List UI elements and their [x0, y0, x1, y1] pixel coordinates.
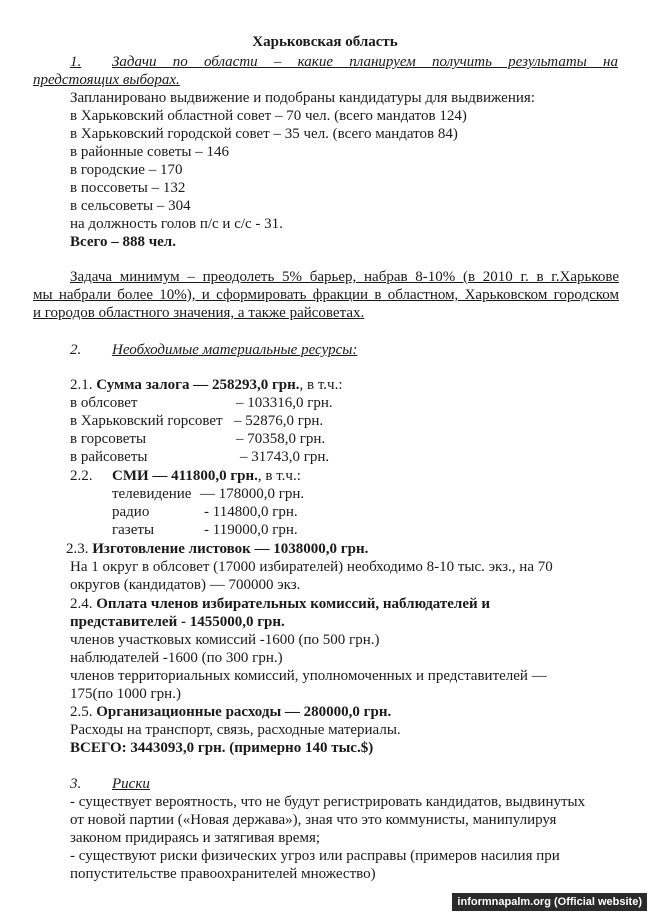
deposit-title: Сумма залога — 258293,0 грн.: [96, 377, 300, 393]
payment-line: членов территориальных комиссий, уполномоченных и представителей —: [70, 668, 547, 684]
section1-number: 1.: [70, 54, 82, 70]
risk-line: законом придираясь и затягивая время;: [70, 830, 321, 846]
deposit-row-value: – 52876,0 грн.: [234, 413, 324, 429]
grand-total: ВСЕГО: 3443093,0 грн. (примерно 140 тыс.$): [70, 740, 374, 756]
deposit-suffix: , в т.ч.:: [299, 377, 343, 393]
payment-line: наблюдателей -1600 (по 300 грн.): [70, 650, 283, 666]
risk-line: - существуют риски физических угроз или расправы (примеров насилия при: [70, 848, 560, 864]
org-heading: [70, 703, 391, 721]
media-row-value: — 178000,0 грн.: [200, 486, 305, 502]
payment-heading: [70, 595, 490, 613]
list-item: в районные советы – 146: [70, 144, 230, 160]
list-item: в городские – 170: [70, 162, 183, 178]
leaflets-number: 2.3.: [66, 541, 89, 557]
media-number: 2.2.: [70, 468, 93, 484]
payment-title: Оплата членов избирательных комиссий, наблюдателей и: [96, 596, 491, 612]
section3-number: 3.: [70, 776, 82, 792]
deposit-row-value: – 31743,0 грн.: [240, 449, 330, 465]
list-item: в Харьковский городской совет – 35 чел. (всего мандатов 84): [70, 126, 458, 142]
org-text: Расходы на транспорт, связь, расходные материалы.: [70, 722, 401, 738]
deposit-row-label: в райсоветы: [70, 449, 148, 465]
media-heading: [112, 467, 301, 485]
deposit-row-value: – 103316,0 грн.: [236, 395, 333, 411]
section2-number: 2.: [70, 342, 82, 358]
media-row-label: телевидение: [112, 486, 192, 502]
media-suffix: , в т.ч.:: [257, 468, 301, 484]
task-line: Задача минимум – преодолеть 5% барьер, набрав 8-10% (в 2010 г. в г.Харькове: [70, 269, 619, 285]
media-title: СМИ — 411800,0 грн.: [112, 468, 258, 484]
risk-line: - существует вероятность, что не будут регистрировать кандидатов, выдвинутых: [70, 794, 586, 810]
payment-line: 175(по 1000 грн.): [70, 686, 181, 702]
task-line: мы набрали более 10%), и сформировать фракции в областном, Харьковском городском: [33, 287, 619, 303]
media-row-value: - 114800,0 грн.: [204, 504, 298, 520]
risk-line: от новой партии («Новая держава»), зная что это коммунисты, манипулируя: [70, 812, 557, 828]
list-item: на должность голов п/с и с/с - 31.: [70, 216, 283, 232]
section1-intro: Запланировано выдвижение и подобраны кандидатуры для выдвижения:: [70, 90, 535, 106]
deposit-row-label: в горсоветы: [70, 431, 147, 447]
watermark: informnapalm.org (Official website): [452, 893, 647, 911]
deposit-heading: [70, 376, 343, 394]
deposit-number: 2.1.: [70, 377, 93, 393]
leaflets-title: Изготовление листовок — 1038000,0 грн.: [92, 541, 369, 557]
org-title: Организационные расходы — 280000,0 грн.: [96, 704, 392, 720]
section2-heading: Необходимые материальные ресурсы:: [112, 342, 358, 358]
payment-line: членов участковых комиссий -1600 (по 500 грн.): [70, 632, 380, 648]
document-title: Харьковская область: [252, 34, 398, 50]
leaflets-heading: [66, 540, 368, 558]
media-row-label: газеты: [112, 522, 155, 538]
task-line: и городов областного значения, а также райсоветах.: [33, 305, 365, 321]
deposit-row-label: в облсовет: [70, 395, 138, 411]
section1-heading: Задачи по области – какие планируем получить результаты на: [112, 54, 618, 70]
deposit-row-label: в Харьковский горсовет: [70, 413, 223, 429]
org-number: 2.5.: [70, 704, 93, 720]
media-row-value: - 119000,0 грн.: [204, 522, 298, 538]
media-row-label: радио: [112, 504, 150, 520]
leaflets-text: округов (кандидатов) — 700000 экз.: [70, 577, 301, 593]
risk-line: попустительстве правоохранителей множество): [70, 866, 376, 882]
section1-heading-cont: предстоящих выборах.: [33, 72, 180, 88]
section3-heading: Риски: [112, 776, 150, 792]
leaflets-text: На 1 округ в облсовет (17000 избирателей) необходимо 8-10 тыс. экз., на 70: [70, 559, 553, 575]
list-item: в Харьковский областной совет – 70 чел. (всего мандатов 124): [70, 108, 467, 124]
payment-title-cont: представителей - 1455000,0 грн.: [70, 614, 285, 630]
deposit-row-value: – 70358,0 грн.: [236, 431, 326, 447]
payment-number: 2.4.: [70, 596, 93, 612]
list-item: в сельсоветы – 304: [70, 198, 191, 214]
list-item: в поссоветы – 132: [70, 180, 186, 196]
section1-total: Всего – 888 чел.: [70, 234, 176, 250]
